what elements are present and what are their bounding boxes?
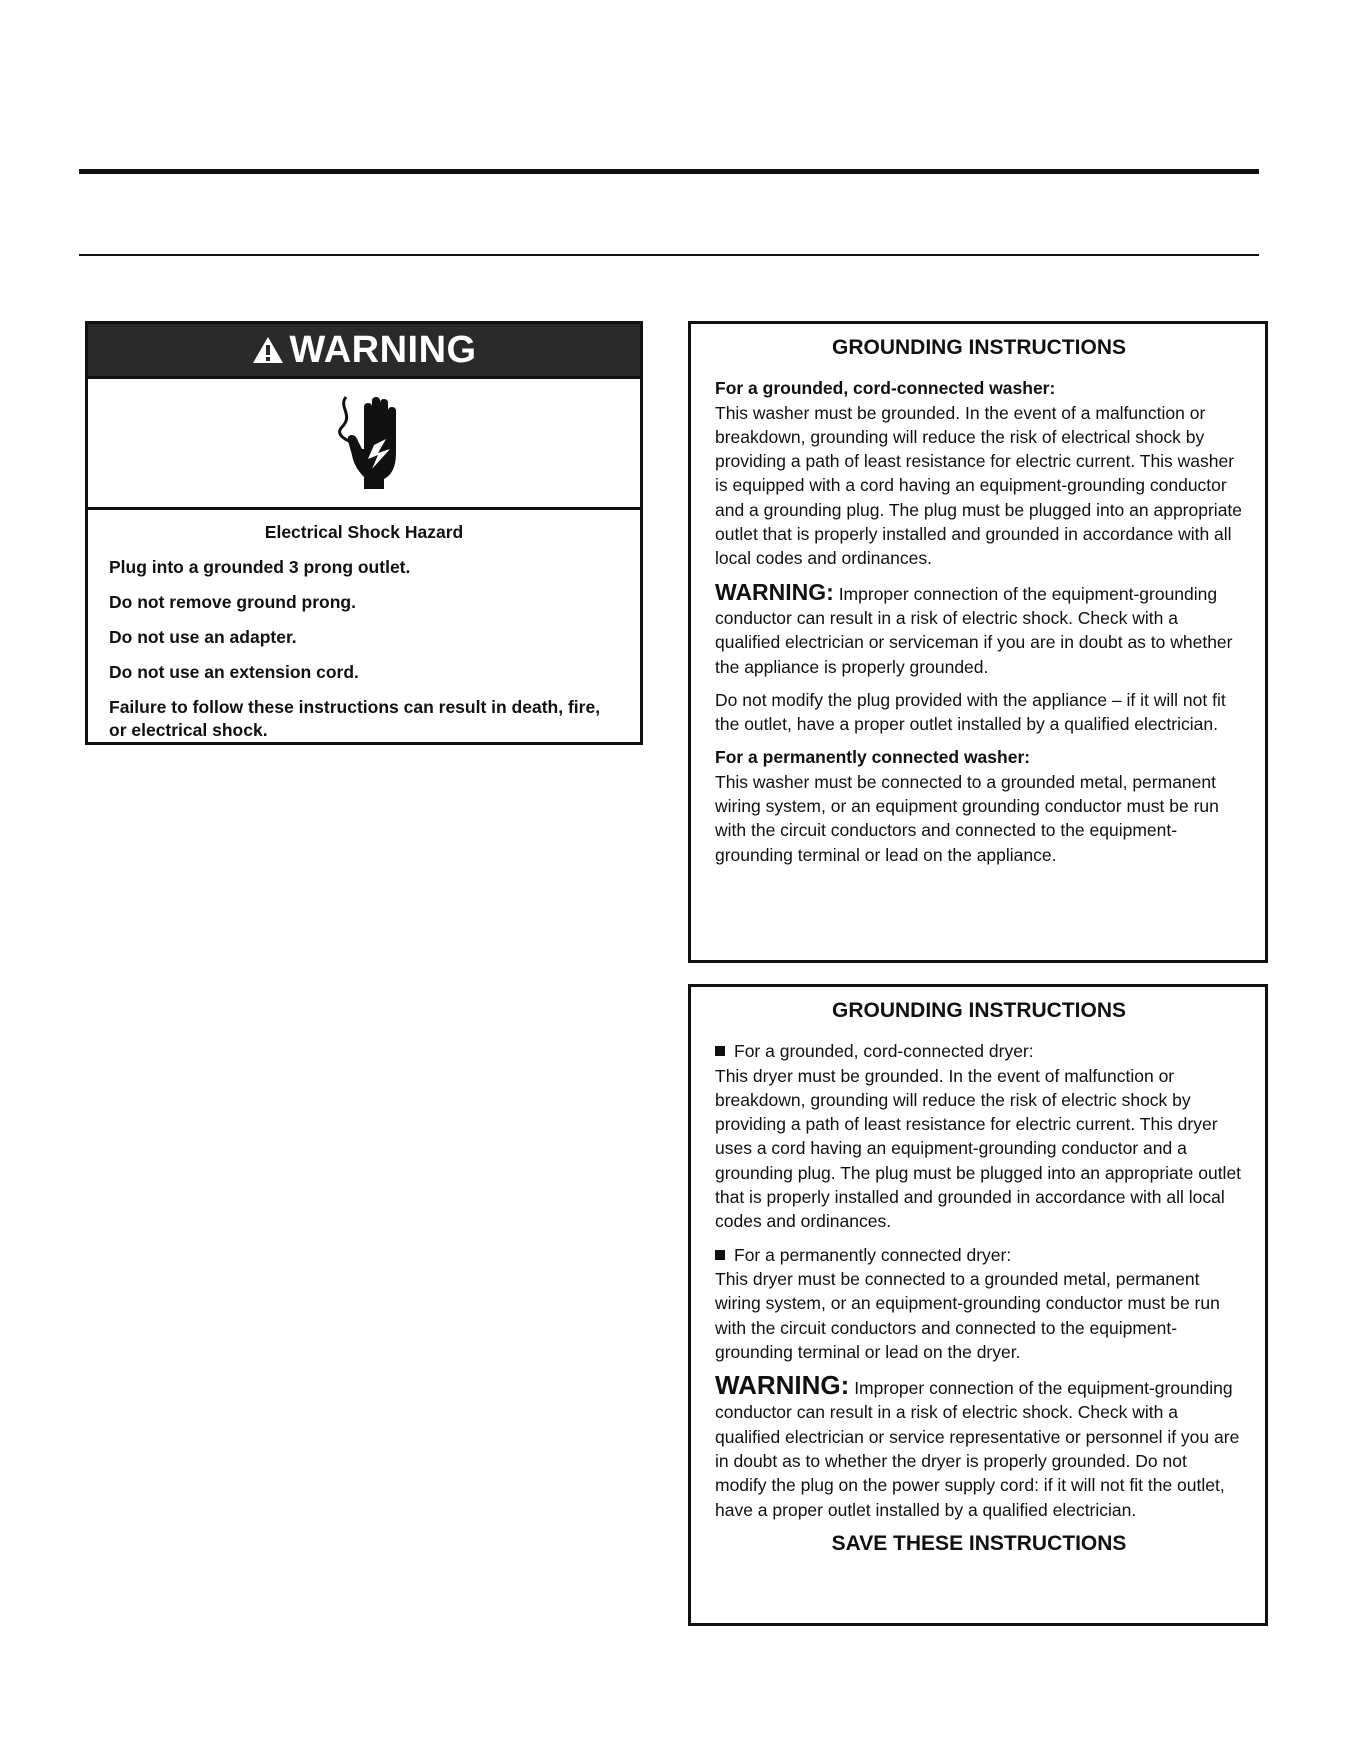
dryer-perm-text: This dryer must be connected to a grounded metal, permanent wiring system, or an equipment-grounding conductor must be run with the circuit conductors and connected to the equipment-grounding terminal or lead on the dryer. (715, 1268, 1220, 1362)
washer-cord-section (715, 376, 1243, 570)
warning-line: Do not use an adapter. (109, 627, 297, 647)
electrical-shock-hand-icon (324, 393, 404, 493)
dryer-warning-label: WARNING: (715, 1370, 850, 1401)
washer-plug-text: Do not modify the plug provided with the appliance – if it will not fit the outlet, have a proper outlet installed by a qualified electrician. (715, 689, 1226, 735)
washer-grounding-title: GROUNDING INSTRUCTIONS (832, 336, 1126, 359)
washer-grounding-box (688, 321, 1268, 963)
washer-perm-text: This washer must be connected to a grounded metal, permanent wiring system, or an equipment grounding conductor must be run with the circuit conductors and connected to the equipment-grounding terminal or lead on the appliance. (715, 771, 1219, 865)
dryer-perm-heading: For a permanently connected dryer: (734, 1244, 1012, 1265)
dryer-cord-text: This dryer must be grounded. In the event of malfunction or breakdown, grounding will reduce the risk of electric shock by providing a path of least resistance for electric current. This dryer uses a cord having an equipment-grounding conductor and a grounding plug. The plug must be plugged into an appropriate outlet that is properly installed and grounded in accordance with all local codes and ordinances. (715, 1065, 1242, 1232)
washer-cord-text: This washer must be grounded. In the event of a malfunction or breakdown, grounding will reduce the risk of electrical shock by providing a path of least resistance for electric current. This washer is equipped with a cord having an equipment-grounding conductor and a grounding plug. The plug must be plugged into an appropriate outlet that is properly installed and grounded in accordance with all local codes and ordinances. (715, 402, 1243, 569)
warning-title: WARNING (289, 328, 477, 371)
dryer-warning-paragraph (715, 1370, 1243, 1522)
warning-line: Failure to follow these instructions can result in death, fire, or electrical shock. (109, 697, 601, 740)
header-rule-thin (79, 254, 1259, 256)
warning-line: Do not use an extension cord. (109, 662, 359, 682)
electrical-warning-box (85, 321, 643, 745)
save-instructions: SAVE THESE INSTRUCTIONS (831, 1531, 1127, 1555)
washer-perm-section (715, 745, 1243, 866)
dryer-grounding-box (688, 984, 1268, 1626)
warning-line: Plug into a grounded 3 prong outlet. (109, 557, 411, 577)
hazard-title: Electrical Shock Hazard (264, 522, 464, 542)
washer-warning-text: Improper connection of the equipment-grounding conductor can result in a risk of electric shock. Check with a qualified electrician or serviceman if you are in doubt as to whether the appliance is properly grounded. (715, 583, 1233, 677)
header-rule-thick (79, 169, 1259, 174)
warning-icon-area (88, 379, 640, 510)
dryer-warning-text: Improper connection of the equipment-grounding conductor can result in a risk of electric shock. Check with a qualified electrician or service representative or personnel if you are in doubt as to whether the dryer is properly grounded. Do not modify the plug on the power supply cord: if it will not fit the outlet, have a proper outlet installed by a qualified electrician. (715, 1378, 1240, 1520)
washer-perm-heading: For a permanently connected washer: (715, 747, 1031, 768)
dryer-perm-section (715, 1243, 1243, 1364)
washer-warning-paragraph (715, 580, 1243, 679)
washer-cord-heading: For a grounded, cord-connected washer: (715, 378, 1056, 399)
warning-triangle-icon (251, 335, 285, 365)
dryer-grounding-title: GROUNDING INSTRUCTIONS (832, 999, 1126, 1022)
warning-line: Do not remove ground prong. (109, 592, 356, 612)
dryer-cord-section (715, 1039, 1243, 1233)
dryer-cord-heading: For a grounded, cord-connected dryer: (734, 1041, 1034, 1062)
square-bullet-icon (715, 1250, 725, 1260)
washer-warning-label: WARNING: (715, 578, 834, 605)
square-bullet-icon (715, 1046, 725, 1056)
warning-header (88, 324, 640, 379)
